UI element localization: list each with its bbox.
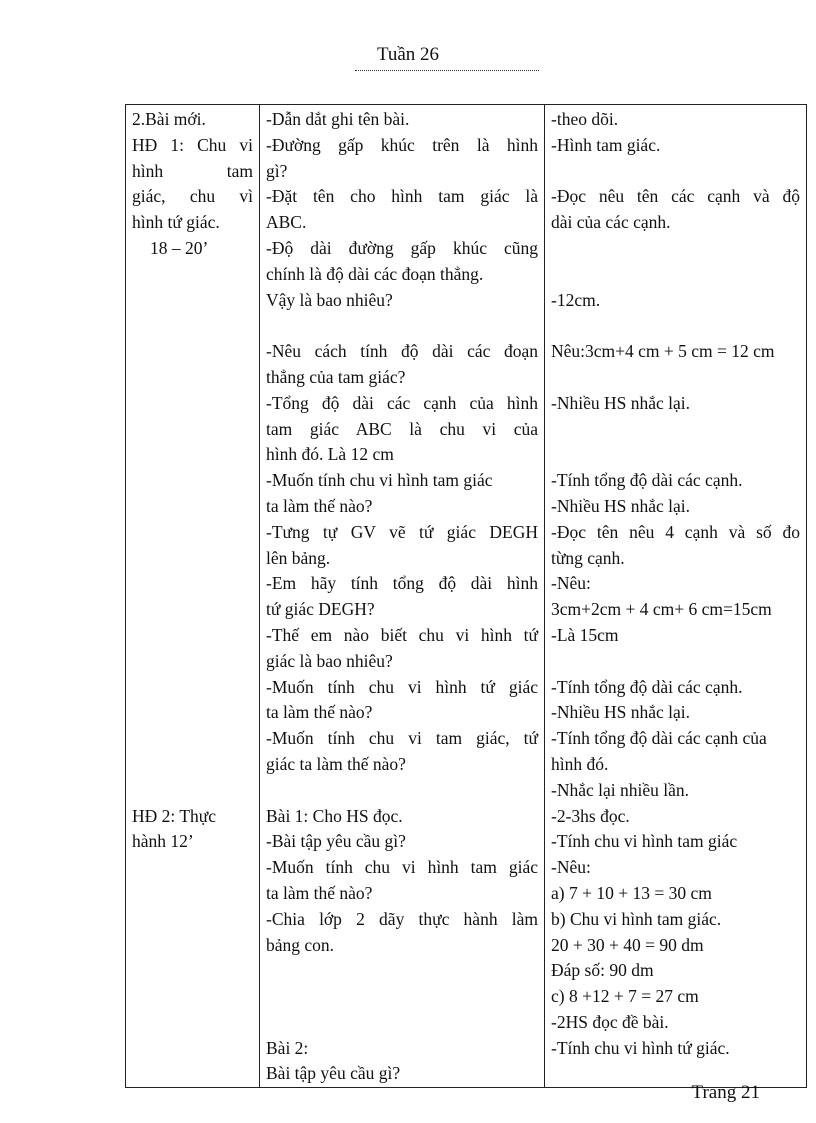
table-cell-line: Bài tập yêu cầu gì? bbox=[266, 1063, 401, 1084]
table-cell-line: -Nhiều HS nhắc lại. bbox=[551, 392, 690, 413]
table-cell-line: ta làm thế nào? bbox=[266, 495, 373, 516]
table-cell-line bbox=[132, 442, 253, 468]
table-cell-line: -Nhiều HS nhắc lại. bbox=[551, 495, 690, 516]
table-cell-line bbox=[132, 391, 253, 417]
table-cell-line: -2HS đọc đề bài. bbox=[551, 1011, 669, 1032]
table-cell-line bbox=[132, 649, 253, 675]
table-cell-line bbox=[132, 623, 253, 649]
table-cell-line: 2.Bài mới. bbox=[132, 109, 206, 129]
table-cell-line bbox=[132, 675, 253, 701]
table-cell-line bbox=[266, 778, 538, 804]
table-cell-line: tứ giác DEGH? bbox=[266, 599, 375, 620]
table-cell-line: ABC. bbox=[266, 212, 307, 233]
table-cell-line: 20 + 30 + 40 = 90 dm bbox=[551, 934, 704, 955]
teacher-column bbox=[260, 105, 545, 1088]
table-cell-line bbox=[266, 984, 538, 1010]
table-cell-line: -2-3hs đọc. bbox=[551, 805, 630, 826]
table-cell-line bbox=[132, 546, 253, 572]
table-cell-line: HĐ 2: Thực bbox=[132, 805, 217, 826]
table-cell-line bbox=[132, 339, 253, 365]
table-cell-line bbox=[551, 442, 800, 468]
table-cell-line: b) Chu vi hình tam giác. bbox=[551, 908, 722, 929]
table-cell-line: c) 8 +12 + 7 = 27 cm bbox=[551, 986, 699, 1007]
table-cell-line: 3cm+2cm + 4 cm+ 6 cm=15cm bbox=[551, 599, 772, 620]
table-cell-line: -Muốn tính chu vi hình tam giác bbox=[266, 470, 493, 491]
table-cell-line: -Tính chu vi hình tam giác bbox=[551, 831, 738, 852]
table-cell-line: a) 7 + 10 + 13 = 30 cm bbox=[551, 882, 712, 903]
table-cell-line: bảng con. bbox=[266, 934, 335, 955]
table-cell-line: -Muốn tính chu vi tam giác, tứ bbox=[266, 728, 538, 749]
table-cell-line: hình tứ giác. bbox=[132, 212, 220, 233]
table-cell-line: giác, chu vì bbox=[132, 186, 253, 207]
activity-column bbox=[126, 105, 260, 1088]
table-cell-line: -Nêu: bbox=[551, 573, 591, 594]
table-cell-line: lên bảng. bbox=[266, 547, 331, 568]
table-cell-line bbox=[132, 700, 253, 726]
table-cell-line: -Nhắc lại nhiều lần. bbox=[551, 779, 690, 800]
table-cell-line: Bài 2: bbox=[266, 1037, 309, 1058]
student-column bbox=[545, 105, 807, 1088]
page-number: Trang 21 bbox=[691, 1082, 760, 1103]
table-cell-line bbox=[551, 159, 800, 185]
table-cell-line bbox=[132, 571, 253, 597]
table-cell-line: 18 – 20’ bbox=[150, 237, 209, 258]
table-cell-line: -Bài tập yêu cầu gì? bbox=[266, 831, 406, 852]
table-cell-line: chính là độ dài các đoạn thẳng. bbox=[266, 263, 484, 284]
table-cell-line: ta làm thế nào? bbox=[266, 702, 373, 723]
table-cell-line: từng cạnh. bbox=[551, 547, 625, 568]
table-cell-line: -Nêu cách tính độ dài các đoạn bbox=[266, 341, 538, 362]
table-row bbox=[126, 105, 807, 1088]
lesson-table bbox=[125, 104, 807, 1088]
table-cell-line: -Tính tổng độ dài các cạnh của bbox=[551, 728, 767, 749]
table-cell-line: -12cm. bbox=[551, 289, 601, 310]
table-cell-line: -Tính tổng độ dài các cạnh. bbox=[551, 470, 743, 491]
table-cell-line: Bài 1: Cho HS đọc. bbox=[266, 805, 403, 826]
table-cell-line bbox=[551, 262, 800, 288]
table-cell-line: -theo dõi. bbox=[551, 109, 619, 129]
table-cell-line: tam giác ABC là chu vi của bbox=[266, 418, 538, 439]
table-cell-line bbox=[266, 958, 538, 984]
table-cell-line: -Độ dài đường gấp khúc cũng bbox=[266, 237, 538, 258]
table-cell-line: -Tổng độ dài các cạnh của hình bbox=[266, 392, 538, 413]
table-cell-line: Đáp số: 90 dm bbox=[551, 960, 654, 981]
table-cell-line: hình tam bbox=[132, 160, 253, 181]
table-cell-line bbox=[266, 1010, 538, 1036]
table-cell-line: -Muốn tính chu vi hình tứ giác bbox=[266, 676, 538, 697]
table-cell-line bbox=[266, 313, 538, 339]
table-cell-line bbox=[132, 288, 253, 314]
table-cell-line: -Nêu: bbox=[551, 857, 591, 878]
table-cell-line: -Đọc tên nêu 4 cạnh và số đo bbox=[551, 521, 800, 542]
table-cell-line bbox=[132, 726, 253, 752]
table-cell-line: -Dẫn dắt ghi tên bài. bbox=[266, 109, 410, 129]
page-header: Tuần 26 bbox=[376, 44, 440, 65]
table-cell-line: -Tính tổng độ dài các cạnh. bbox=[551, 676, 743, 697]
table-cell-line bbox=[551, 649, 800, 675]
table-cell-line: -Đường gấp khúc trên là hình bbox=[266, 134, 538, 155]
table-cell-line bbox=[132, 417, 253, 443]
table-cell-line: -Muốn tính chu vi hình tam giác bbox=[266, 857, 538, 878]
header-divider bbox=[355, 70, 539, 71]
table-cell-line: ta làm thế nào? bbox=[266, 882, 373, 903]
table-cell-line: -Là 15cm bbox=[551, 624, 619, 645]
table-cell-line bbox=[132, 494, 253, 520]
table-cell-line: -Đặt tên cho hình tam giác là bbox=[266, 186, 538, 207]
table-cell-line bbox=[551, 417, 800, 443]
table-cell-line: HĐ 1: Chu vi bbox=[132, 134, 253, 155]
table-cell-line: -Chia lớp 2 dãy thực hành làm bbox=[266, 908, 538, 929]
table-cell-line: -Thế em nào biết chu vi hình tứ bbox=[266, 624, 538, 645]
table-cell-line: thẳng của tam giác? bbox=[266, 366, 406, 387]
table-cell-line bbox=[132, 262, 253, 288]
table-cell-line: -Tính chu vi hình tứ giác. bbox=[551, 1037, 730, 1058]
table-cell-line: -Em hãy tính tổng độ dài hình bbox=[266, 573, 538, 594]
table-cell-line: giác ta làm thế nào? bbox=[266, 753, 406, 774]
table-cell-line bbox=[132, 520, 253, 546]
table-cell-line: gì? bbox=[266, 160, 288, 181]
table-cell-line bbox=[551, 236, 800, 262]
table-cell-line: -Đọc nêu tên các cạnh và độ bbox=[551, 186, 800, 207]
table-cell-line: -Tưng tự GV vẽ tứ giác DEGH bbox=[266, 521, 538, 542]
table-cell-line: Vậy là bao nhiêu? bbox=[266, 289, 393, 310]
table-cell-line bbox=[132, 313, 253, 339]
table-cell-line: hình đó. Là 12 cm bbox=[266, 444, 394, 465]
table-cell-line: hình đó. bbox=[551, 753, 609, 774]
table-cell-line: giác là bao nhiêu? bbox=[266, 650, 393, 671]
table-cell-line bbox=[132, 597, 253, 623]
table-cell-line: dài của các cạnh. bbox=[551, 212, 671, 233]
table-cell-line bbox=[132, 365, 253, 391]
table-cell-line: -Nhiều HS nhắc lại. bbox=[551, 702, 690, 723]
table-cell-line: Nêu:3cm+4 cm + 5 cm = 12 cm bbox=[551, 341, 775, 362]
table-cell-line: -Hình tam giác. bbox=[551, 134, 661, 155]
table-cell-line bbox=[132, 752, 253, 778]
table-cell-line bbox=[132, 468, 253, 494]
table-cell-line: hành 12’ bbox=[132, 831, 194, 852]
table-cell-line bbox=[551, 365, 800, 391]
table-cell-line bbox=[551, 313, 800, 339]
table-cell-line bbox=[132, 778, 253, 804]
